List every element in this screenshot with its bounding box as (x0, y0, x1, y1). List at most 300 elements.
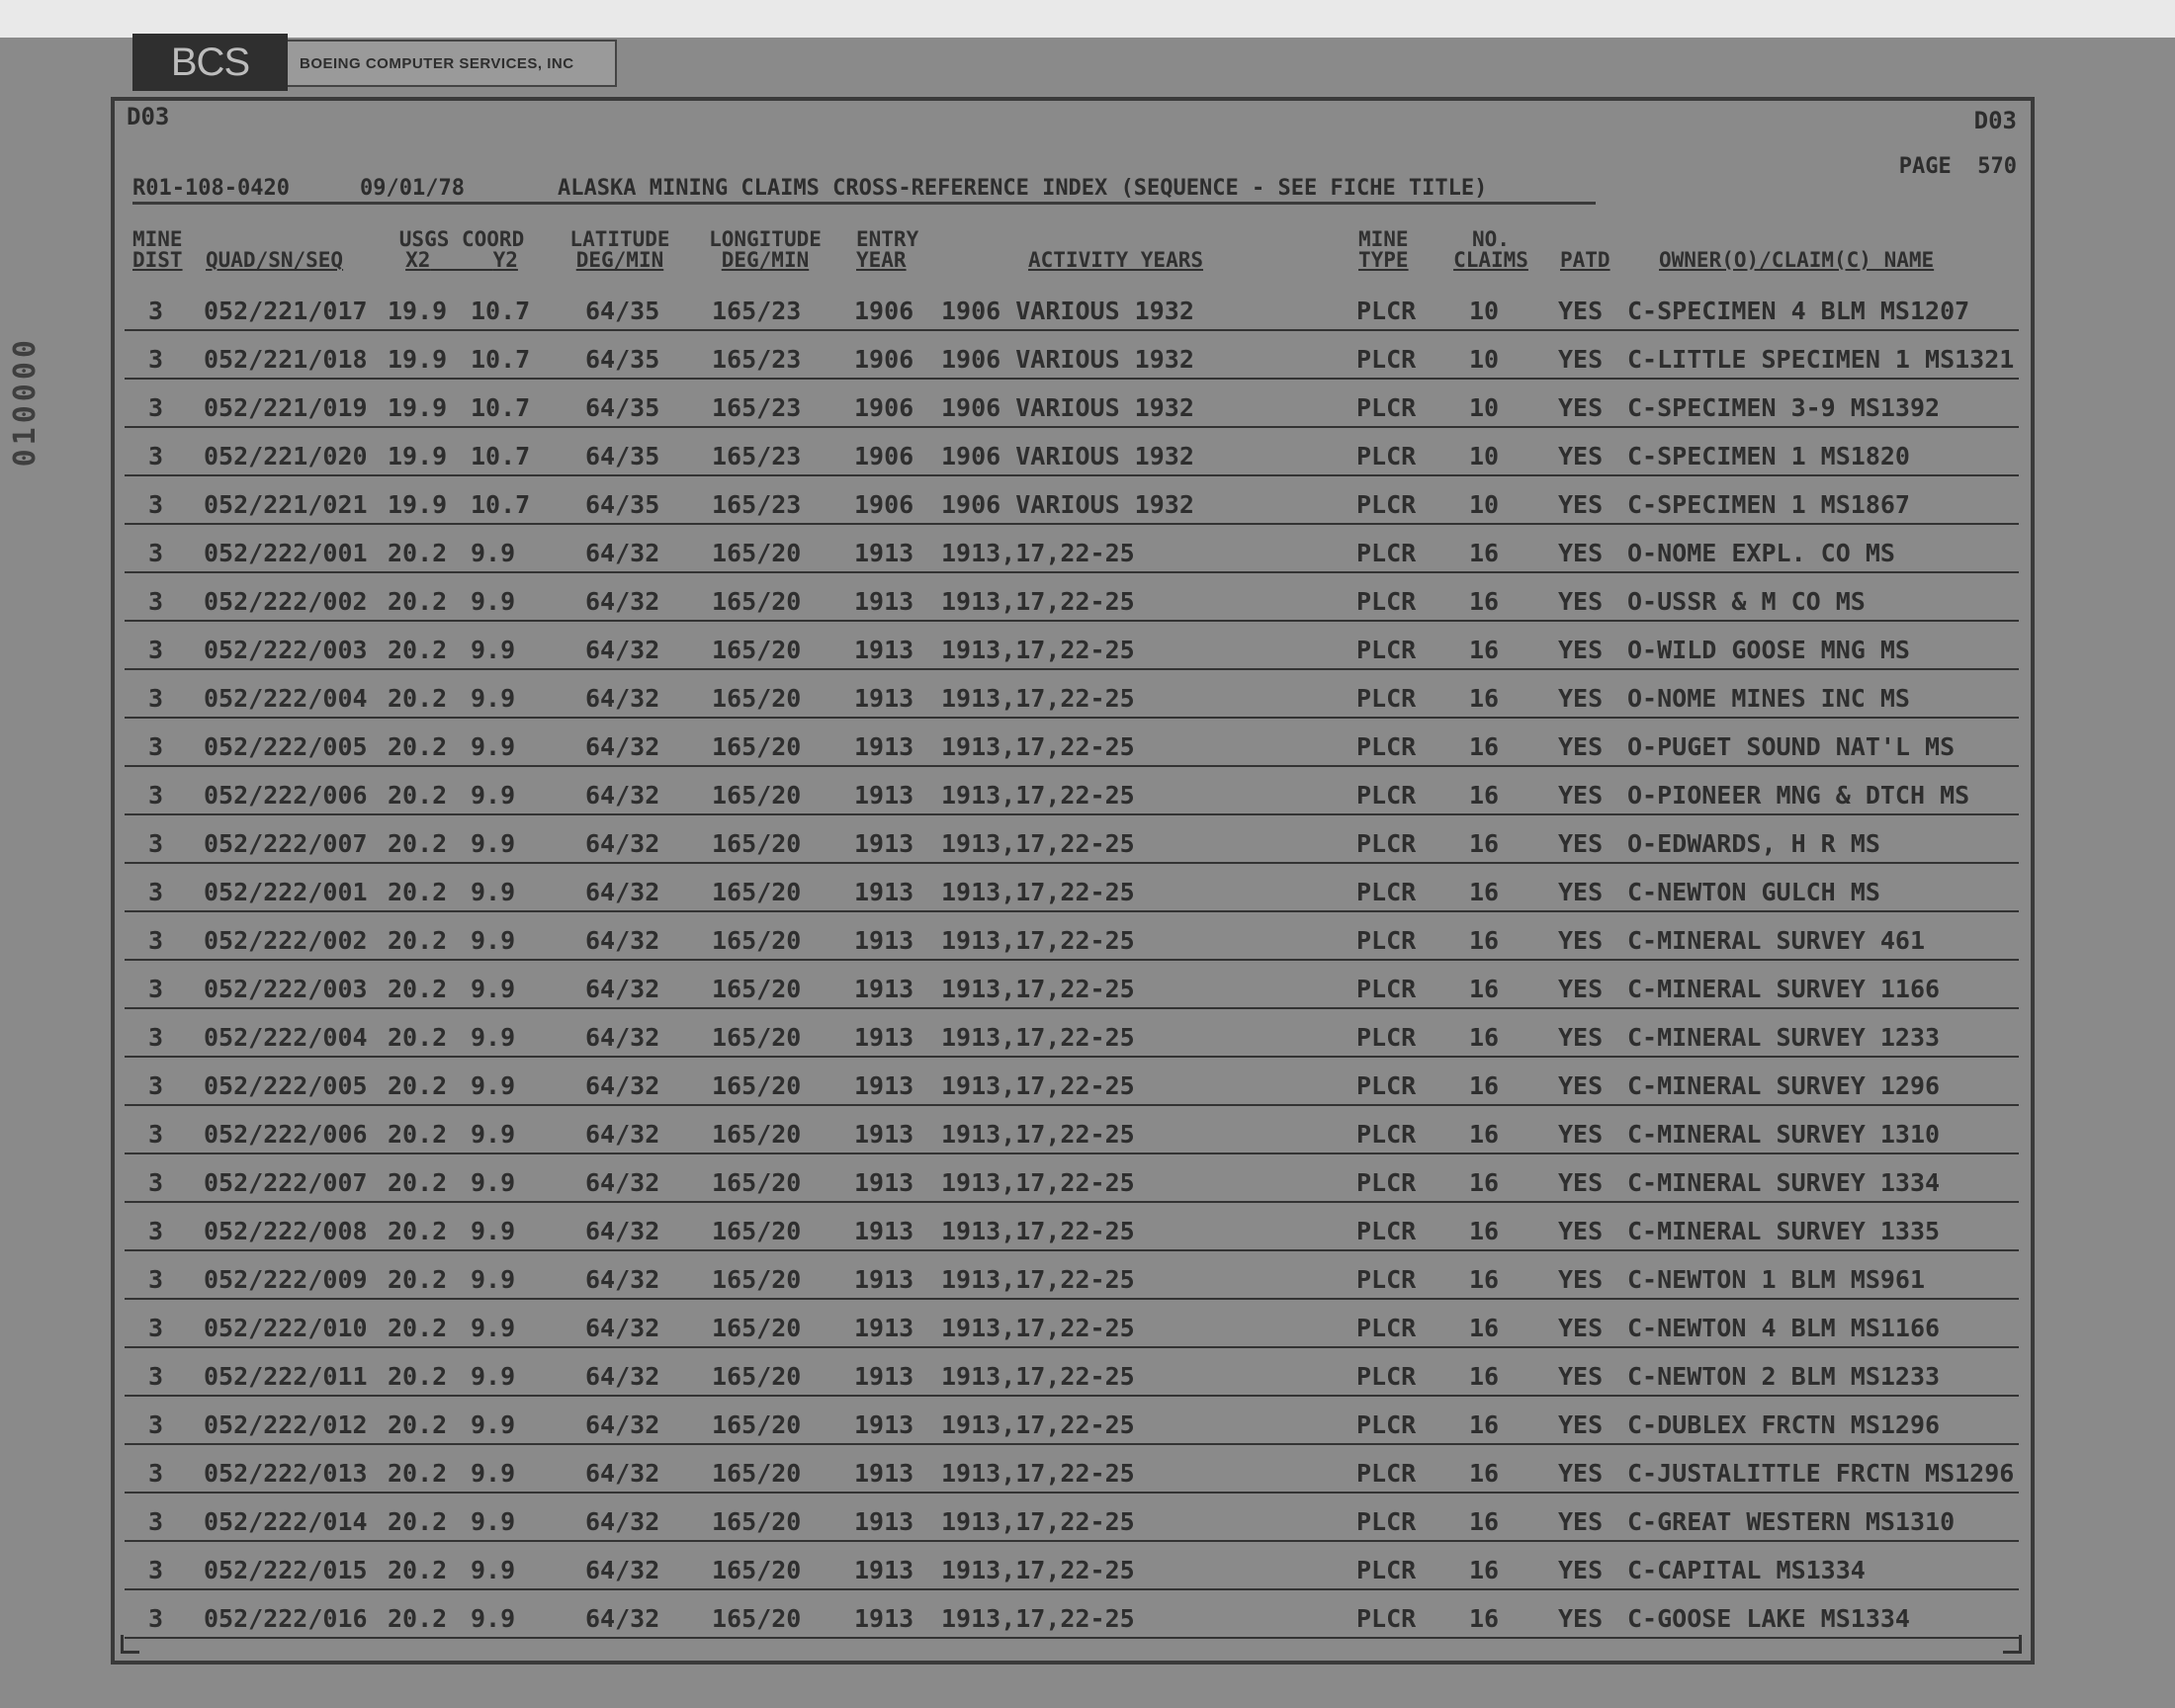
cell-activity-years: 1913,17,22-25 (941, 587, 1135, 616)
cell-mine-type: PLCR (1356, 1410, 1417, 1439)
row-rule (125, 862, 2019, 864)
cell-latitude: 64/32 (585, 1071, 660, 1100)
cell-entry-year: 1913 (854, 732, 914, 761)
cell-mine-type: PLCR (1356, 636, 1417, 664)
cell-x2: 20.2 (388, 1604, 448, 1633)
cell-y2: 10.7 (471, 345, 531, 374)
table-row (0, 529, 2175, 577)
cell-patd: YES (1558, 1120, 1604, 1149)
row-rule (125, 813, 2019, 815)
cell-mine-type: PLCR (1356, 1604, 1417, 1633)
cell-latitude: 64/32 (585, 1459, 660, 1488)
cell-owner-claim-name: C-DUBLEX FRCTN MS1296 (1627, 1410, 1941, 1439)
cell-mine-dist: 3 (148, 684, 164, 713)
cell-x2: 20.2 (388, 878, 448, 906)
table-row (0, 1497, 2175, 1546)
cell-y2: 9.9 (471, 1023, 516, 1052)
cell-mine-dist: 3 (148, 1507, 164, 1536)
row-rule (125, 1056, 2019, 1058)
cell-quad: 052/222/012 (204, 1410, 368, 1439)
cell-y2: 9.9 (471, 1217, 516, 1245)
cell-longitude: 165/20 (712, 1604, 802, 1633)
cell-mine-dist: 3 (148, 297, 164, 325)
header-activity-years: ACTIVITY YEARS (1028, 248, 1204, 272)
cell-patd: YES (1558, 297, 1604, 325)
cell-mine-type: PLCR (1356, 345, 1417, 374)
cell-activity-years: 1913,17,22-25 (941, 1217, 1135, 1245)
row-rule (125, 1104, 2019, 1106)
cell-mine-type: PLCR (1356, 829, 1417, 858)
row-rule (125, 668, 2019, 670)
row-rule (125, 910, 2019, 912)
cell-latitude: 64/32 (585, 1314, 660, 1342)
row-rule (125, 1346, 2019, 1348)
cell-x2: 19.9 (388, 393, 448, 422)
cell-patd: YES (1558, 1459, 1604, 1488)
cell-x2: 20.2 (388, 1265, 448, 1294)
cell-y2: 9.9 (471, 539, 516, 567)
row-rule (125, 1540, 2019, 1542)
cell-patd: YES (1558, 636, 1604, 664)
cell-activity-years: 1913,17,22-25 (941, 1604, 1135, 1633)
cell-latitude: 64/35 (585, 297, 660, 325)
cell-no-claims: 16 (1469, 1459, 1500, 1488)
cell-patd: YES (1558, 1604, 1604, 1633)
cell-mine-dist: 3 (148, 1362, 164, 1391)
cell-patd: YES (1558, 442, 1604, 470)
cell-no-claims: 16 (1469, 1410, 1500, 1439)
cell-patd: YES (1558, 878, 1604, 906)
cell-entry-year: 1913 (854, 1314, 914, 1342)
row-rule (125, 1588, 2019, 1590)
cell-mine-dist: 3 (148, 1556, 164, 1584)
cell-mine-dist: 3 (148, 587, 164, 616)
cell-quad: 052/222/001 (204, 539, 368, 567)
cell-patd: YES (1558, 1507, 1604, 1536)
cell-latitude: 64/32 (585, 1265, 660, 1294)
cell-longitude: 165/20 (712, 1410, 802, 1439)
frame-corner-mark (2003, 1635, 2022, 1654)
cell-no-claims: 10 (1469, 345, 1500, 374)
cell-patd: YES (1558, 1265, 1604, 1294)
cell-x2: 20.2 (388, 1314, 448, 1342)
cell-owner-claim-name: O-USSR & M CO MS (1627, 587, 1866, 616)
cell-entry-year: 1913 (854, 1217, 914, 1245)
cell-mine-type: PLCR (1356, 1168, 1417, 1197)
cell-longitude: 165/20 (712, 1507, 802, 1536)
cell-no-claims: 16 (1469, 1314, 1500, 1342)
cell-no-claims: 16 (1469, 636, 1500, 664)
cell-no-claims: 16 (1469, 1168, 1500, 1197)
row-rule (125, 1153, 2019, 1154)
cell-longitude: 165/20 (712, 1071, 802, 1100)
cell-longitude: 165/20 (712, 1168, 802, 1197)
cell-activity-years: 1913,17,22-25 (941, 1071, 1135, 1100)
cell-no-claims: 16 (1469, 781, 1500, 810)
cell-owner-claim-name: C-LITTLE SPECIMEN 1 MS1321 (1627, 345, 2015, 374)
cell-entry-year: 1906 (854, 297, 914, 325)
report-id: R01-108-0420 (132, 176, 290, 201)
cell-mine-type: PLCR (1356, 732, 1417, 761)
row-rule (125, 1201, 2019, 1203)
cell-latitude: 64/35 (585, 393, 660, 422)
cell-entry-year: 1913 (854, 1265, 914, 1294)
cell-entry-year: 1913 (854, 587, 914, 616)
cell-x2: 19.9 (388, 345, 448, 374)
cell-mine-dist: 3 (148, 1410, 164, 1439)
cell-y2: 9.9 (471, 781, 516, 810)
cell-y2: 9.9 (471, 1410, 516, 1439)
cell-quad: 052/222/003 (204, 975, 368, 1003)
page-number: 570 (1977, 154, 2017, 179)
cell-owner-claim-name: C-SPECIMEN 3-9 MS1392 (1627, 393, 1941, 422)
cell-latitude: 64/32 (585, 732, 660, 761)
cell-mine-type: PLCR (1356, 1314, 1417, 1342)
cell-patd: YES (1558, 781, 1604, 810)
cell-mine-type: PLCR (1356, 1023, 1417, 1052)
row-rule (125, 765, 2019, 767)
cell-quad: 052/222/010 (204, 1314, 368, 1342)
cell-patd: YES (1558, 829, 1604, 858)
cell-latitude: 64/32 (585, 587, 660, 616)
frame-corner-mark (121, 1635, 139, 1654)
cell-longitude: 165/20 (712, 1120, 802, 1149)
cell-quad: 052/222/002 (204, 587, 368, 616)
header-entry-year: ENTRY YEAR (856, 227, 919, 272)
table-row (0, 916, 2175, 965)
cell-longitude: 165/20 (712, 1314, 802, 1342)
cell-owner-claim-name: C-MINERAL SURVEY 1334 (1627, 1168, 1941, 1197)
cell-quad: 052/222/013 (204, 1459, 368, 1488)
header-mine-type: MINE TYPE (1358, 227, 1409, 272)
cell-longitude: 165/23 (712, 393, 802, 422)
cell-entry-year: 1913 (854, 1410, 914, 1439)
cell-activity-years: 1913,17,22-25 (941, 539, 1135, 567)
table-row (0, 1062, 2175, 1110)
cell-mine-dist: 3 (148, 1265, 164, 1294)
cell-mine-type: PLCR (1356, 1362, 1417, 1391)
cell-longitude: 165/23 (712, 297, 802, 325)
cell-latitude: 64/32 (585, 1168, 660, 1197)
cell-no-claims: 16 (1469, 1120, 1500, 1149)
cell-owner-claim-name: C-MINERAL SURVEY 461 (1627, 926, 1926, 955)
cell-activity-years: 1913,17,22-25 (941, 1023, 1135, 1052)
cell-quad: 052/222/011 (204, 1362, 368, 1391)
cell-owner-claim-name: C-NEWTON 2 BLM MS1233 (1627, 1362, 1941, 1391)
table-row (0, 868, 2175, 916)
cell-quad: 052/221/021 (204, 490, 368, 519)
cell-no-claims: 16 (1469, 1023, 1500, 1052)
cell-mine-type: PLCR (1356, 539, 1417, 567)
cell-longitude: 165/20 (712, 1023, 802, 1052)
cell-patd: YES (1558, 684, 1604, 713)
cell-owner-claim-name: C-MINERAL SURVEY 1335 (1627, 1217, 1941, 1245)
cell-patd: YES (1558, 1314, 1604, 1342)
table-row (0, 1110, 2175, 1158)
cell-owner-claim-name: C-NEWTON GULCH MS (1627, 878, 1880, 906)
document-code-right: D03 (1973, 107, 2017, 134)
cell-mine-type: PLCR (1356, 297, 1417, 325)
table-row (0, 1401, 2175, 1449)
cell-mine-dist: 3 (148, 442, 164, 470)
cell-latitude: 64/32 (585, 636, 660, 664)
row-rule (125, 620, 2019, 622)
cell-mine-type: PLCR (1356, 1120, 1417, 1149)
cell-x2: 20.2 (388, 1120, 448, 1149)
table-row (0, 723, 2175, 771)
cell-latitude: 64/35 (585, 442, 660, 470)
table-row (0, 287, 2175, 335)
cell-latitude: 64/32 (585, 781, 660, 810)
cell-no-claims: 10 (1469, 442, 1500, 470)
cell-mine-dist: 3 (148, 1604, 164, 1633)
cell-latitude: 64/32 (585, 1556, 660, 1584)
cell-entry-year: 1913 (854, 1459, 914, 1488)
cell-quad: 052/221/019 (204, 393, 368, 422)
cell-mine-dist: 3 (148, 926, 164, 955)
cell-activity-years: 1913,17,22-25 (941, 829, 1135, 858)
cell-y2: 9.9 (471, 1168, 516, 1197)
row-rule (125, 1007, 2019, 1009)
cell-mine-dist: 3 (148, 1071, 164, 1100)
cell-activity-years: 1913,17,22-25 (941, 1507, 1135, 1536)
cell-quad: 052/222/008 (204, 1217, 368, 1245)
cell-no-claims: 16 (1469, 684, 1500, 713)
cell-y2: 9.9 (471, 1265, 516, 1294)
header-mine-dist: MINE DIST (132, 227, 183, 272)
cell-patd: YES (1558, 1023, 1604, 1052)
cell-activity-years: 1913,17,22-25 (941, 1410, 1135, 1439)
cell-entry-year: 1913 (854, 829, 914, 858)
cell-mine-type: PLCR (1356, 1217, 1417, 1245)
cell-mine-dist: 3 (148, 781, 164, 810)
cell-quad: 052/222/004 (204, 1023, 368, 1052)
cell-y2: 9.9 (471, 1314, 516, 1342)
cell-latitude: 64/32 (585, 1362, 660, 1391)
cell-x2: 20.2 (388, 926, 448, 955)
cell-entry-year: 1906 (854, 490, 914, 519)
cell-mine-type: PLCR (1356, 490, 1417, 519)
cell-quad: 052/222/006 (204, 1120, 368, 1149)
cell-mine-dist: 3 (148, 732, 164, 761)
bcs-logo: BCS (132, 34, 288, 91)
cell-patd: YES (1558, 1168, 1604, 1197)
cell-longitude: 165/20 (712, 878, 802, 906)
cell-patd: YES (1558, 1217, 1604, 1245)
cell-patd: YES (1558, 393, 1604, 422)
row-rule (125, 1249, 2019, 1251)
row-rule (125, 571, 2019, 573)
header-latitude: LATITUDE DEG/MIN (569, 227, 670, 272)
report-date: 09/01/78 (360, 176, 465, 201)
cell-y2: 9.9 (471, 975, 516, 1003)
cell-owner-claim-name: C-MINERAL SURVEY 1233 (1627, 1023, 1941, 1052)
cell-x2: 20.2 (388, 1410, 448, 1439)
cell-no-claims: 16 (1469, 878, 1500, 906)
header-patd: PATD (1560, 248, 1610, 272)
cell-owner-claim-name: O-EDWARDS, H R MS (1627, 829, 1880, 858)
cell-patd: YES (1558, 975, 1604, 1003)
cell-no-claims: 16 (1469, 1071, 1500, 1100)
cell-mine-type: PLCR (1356, 684, 1417, 713)
cell-latitude: 64/32 (585, 878, 660, 906)
table-row (0, 1255, 2175, 1304)
cell-longitude: 165/20 (712, 829, 802, 858)
page-label: PAGE (1898, 154, 1952, 179)
cell-latitude: 64/32 (585, 1120, 660, 1149)
cell-quad: 052/221/017 (204, 297, 368, 325)
cell-patd: YES (1558, 490, 1604, 519)
cell-patd: YES (1558, 539, 1604, 567)
cell-latitude: 64/32 (585, 684, 660, 713)
cell-no-claims: 16 (1469, 829, 1500, 858)
header-owner-claim-name: OWNER(O)/CLAIM(C) NAME (1659, 248, 1935, 272)
cell-mine-dist: 3 (148, 975, 164, 1003)
cell-longitude: 165/20 (712, 781, 802, 810)
cell-mine-type: PLCR (1356, 1265, 1417, 1294)
cell-longitude: 165/20 (712, 975, 802, 1003)
cell-y2: 9.9 (471, 636, 516, 664)
table-row (0, 577, 2175, 626)
cell-mine-type: PLCR (1356, 587, 1417, 616)
cell-mine-type: PLCR (1356, 1071, 1417, 1100)
cell-owner-claim-name: C-CAPITAL MS1334 (1627, 1556, 1866, 1584)
cell-latitude: 64/32 (585, 829, 660, 858)
cell-latitude: 64/32 (585, 926, 660, 955)
cell-owner-claim-name: O-PUGET SOUND NAT'L MS (1627, 732, 1956, 761)
cell-no-claims: 16 (1469, 539, 1500, 567)
cell-quad: 052/222/016 (204, 1604, 368, 1633)
cell-x2: 20.2 (388, 1168, 448, 1197)
row-rule (125, 378, 2019, 380)
cell-x2: 20.2 (388, 732, 448, 761)
cell-mine-dist: 3 (148, 1168, 164, 1197)
cell-x2: 20.2 (388, 781, 448, 810)
cell-mine-dist: 3 (148, 539, 164, 567)
cell-patd: YES (1558, 1556, 1604, 1584)
cell-activity-years: 1913,17,22-25 (941, 684, 1135, 713)
cell-activity-years: 1913,17,22-25 (941, 732, 1135, 761)
cell-longitude: 165/20 (712, 684, 802, 713)
cell-activity-years: 1913,17,22-25 (941, 975, 1135, 1003)
cell-quad: 052/222/015 (204, 1556, 368, 1584)
cell-no-claims: 16 (1469, 1217, 1500, 1245)
cell-no-claims: 16 (1469, 1604, 1500, 1633)
cell-no-claims: 16 (1469, 1556, 1500, 1584)
table-row (0, 1594, 2175, 1643)
cell-activity-years: 1913,17,22-25 (941, 1459, 1135, 1488)
cell-owner-claim-name: C-SPECIMEN 4 BLM MS1207 (1627, 297, 1970, 325)
cell-y2: 9.9 (471, 1604, 516, 1633)
cell-x2: 20.2 (388, 684, 448, 713)
cell-latitude: 64/32 (585, 1217, 660, 1245)
cell-quad: 052/222/001 (204, 878, 368, 906)
cell-y2: 9.9 (471, 587, 516, 616)
cell-patd: YES (1558, 1362, 1604, 1391)
cell-mine-type: PLCR (1356, 1556, 1417, 1584)
table-row (0, 384, 2175, 432)
cell-activity-years: 1906 VARIOUS 1932 (941, 297, 1194, 325)
cell-mine-dist: 3 (148, 1120, 164, 1149)
cell-mine-dist: 3 (148, 393, 164, 422)
cell-owner-claim-name: C-MINERAL SURVEY 1310 (1627, 1120, 1941, 1149)
cell-patd: YES (1558, 1071, 1604, 1100)
report-header-rule (132, 202, 1596, 205)
cell-entry-year: 1913 (854, 539, 914, 567)
cell-longitude: 165/20 (712, 1217, 802, 1245)
cell-quad: 052/221/020 (204, 442, 368, 470)
cell-y2: 9.9 (471, 829, 516, 858)
cell-x2: 19.9 (388, 297, 448, 325)
cell-x2: 20.2 (388, 1217, 448, 1245)
cell-patd: YES (1558, 732, 1604, 761)
cell-longitude: 165/20 (712, 1459, 802, 1488)
cell-entry-year: 1913 (854, 1071, 914, 1100)
cell-longitude: 165/20 (712, 539, 802, 567)
cell-x2: 20.2 (388, 1459, 448, 1488)
cell-y2: 9.9 (471, 732, 516, 761)
cell-mine-dist: 3 (148, 1314, 164, 1342)
cell-patd: YES (1558, 926, 1604, 955)
header-longitude: LONGITUDE DEG/MIN (709, 227, 822, 272)
table-row (0, 1546, 2175, 1594)
cell-quad: 052/222/005 (204, 732, 368, 761)
cell-longitude: 165/20 (712, 1362, 802, 1391)
cell-latitude: 64/32 (585, 1410, 660, 1439)
cell-x2: 20.2 (388, 829, 448, 858)
cell-activity-years: 1913,17,22-25 (941, 878, 1135, 906)
cell-quad: 052/222/004 (204, 684, 368, 713)
cell-y2: 10.7 (471, 297, 531, 325)
cell-owner-claim-name: O-NOME EXPL. CO MS (1627, 539, 1895, 567)
cell-y2: 9.9 (471, 926, 516, 955)
row-rule (125, 1492, 2019, 1494)
cell-no-claims: 16 (1469, 975, 1500, 1003)
report-title: ALASKA MINING CLAIMS CROSS-REFERENCE INDEX (SEQUENCE - SEE FICHE TITLE) (558, 176, 1488, 201)
cell-no-claims: 16 (1469, 1362, 1500, 1391)
report-header-line (132, 176, 2011, 201)
cell-longitude: 165/20 (712, 732, 802, 761)
cell-owner-claim-name: C-MINERAL SURVEY 1296 (1627, 1071, 1941, 1100)
cell-no-claims: 16 (1469, 1507, 1500, 1536)
cell-x2: 19.9 (388, 490, 448, 519)
row-rule (125, 426, 2019, 428)
cell-longitude: 165/20 (712, 636, 802, 664)
cell-mine-dist: 3 (148, 1217, 164, 1245)
table-row (0, 335, 2175, 384)
cell-y2: 10.7 (471, 393, 531, 422)
cell-activity-years: 1913,17,22-25 (941, 781, 1135, 810)
cell-owner-claim-name: O-PIONEER MNG & DTCH MS (1627, 781, 1970, 810)
cell-owner-claim-name: C-SPECIMEN 1 MS1867 (1627, 490, 1910, 519)
cell-x2: 20.2 (388, 1507, 448, 1536)
cell-quad: 052/222/009 (204, 1265, 368, 1294)
cell-y2: 9.9 (471, 1556, 516, 1584)
cell-x2: 20.2 (388, 636, 448, 664)
cell-entry-year: 1913 (854, 636, 914, 664)
cell-x2: 20.2 (388, 1071, 448, 1100)
cell-latitude: 64/32 (585, 975, 660, 1003)
cell-no-claims: 16 (1469, 1265, 1500, 1294)
cell-y2: 10.7 (471, 442, 531, 470)
cell-x2: 20.2 (388, 975, 448, 1003)
row-rule (125, 1395, 2019, 1397)
row-rule (125, 1443, 2019, 1445)
cell-owner-claim-name: O-WILD GOOSE MNG MS (1627, 636, 1910, 664)
cell-latitude: 64/32 (585, 1604, 660, 1633)
cell-latitude: 64/32 (585, 539, 660, 567)
cell-patd: YES (1558, 587, 1604, 616)
